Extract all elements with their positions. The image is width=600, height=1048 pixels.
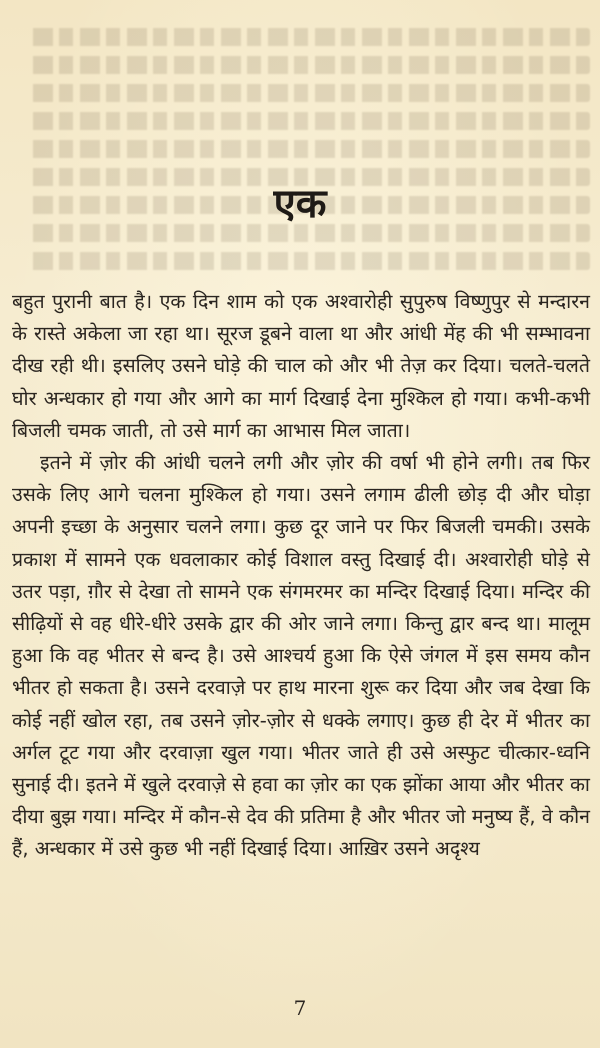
paragraph: इतने में ज़ोर की आंधी चलने लगी और ज़ोर की वर्षा भी होने लगी। तब फिर उसके लिए आगे चलना मुश्किल हो गया। उसने लगाम ढीली छोड़ दी और घोड़ा अपनी इच्छा के अनुसार चलने लगा। कुछ दूर जाने पर फिर बिजली चमकी। उसके प्रकाश में सामने एक धवलाकार कोई विशाल वस्तु दिखाई दी। अश्वारोही घोड़े से उतर पड़ा, ग़ौर से देखा तो सामने एक संगमरमर का मन्दिर दिखाई दिया। मन्दिर की सीढ़ियों से वह धीरे-धीरे उसके द्वार की ओर जाने लगा। किन्तु द्वार बन्द था। मालूम हुआ कि वह भीतर से बन्द है। उसे आश्चर्य हुआ कि ऐसे जंगल में इस समय कौन भीतर हो सकता है। उसने दरवाज़े पर हाथ मारना शुरू कर दिया और जब देखा कि कोई नहीं खोल रहा, तब उसने ज़ोर-ज़ोर से धक्के लगाए। कुछ ही देर में भीतर का अर्गल टूट गया और दरवाज़ा खुल गया। भीतर जाते ही उसे अस्फुट चीत्कार-ध्वनि सुनाई दी। इतने में खुले दरवाज़े से हवा का ज़ोर का एक झोंका आया और भीतर का दीया बुझ गया। मन्दिर में कौन-से देव की प्रतिमा है और भीतर जो मनुष्य हैं, वे कौन हैं, अन्धकार में उसे कुछ भी नहीं दिखाई दिया। आख़िर उसने अदृश्य [12,451,590,861]
paragraph: बहुत पुरानी बात है। एक दिन शाम को एक अश्वारोही सुपुरुष विष्णुपुर से मन्दारन के रास्ते अकेला जा रहा था। सूरज डूबने वाला था और आंधी मेंह की भी सम्भावना दीख रही थी। इसलिए उसने घोड़े की चाल को और भी तेज़ कर दिया। चलते-चलते घोर अन्धकार हो गया और आगे का मार्ग दिखाई देना मुश्किल हो गया। कभी-कभी बिजली चमक जाती, तो उसे मार्ग का आभास मिल जाता। [12,290,590,442]
reverse-page-bleed-through [30,28,590,288]
page-number: 7 [293,996,307,1020]
chapter-body [12,286,590,866]
chapter-title: एक [273,181,327,227]
